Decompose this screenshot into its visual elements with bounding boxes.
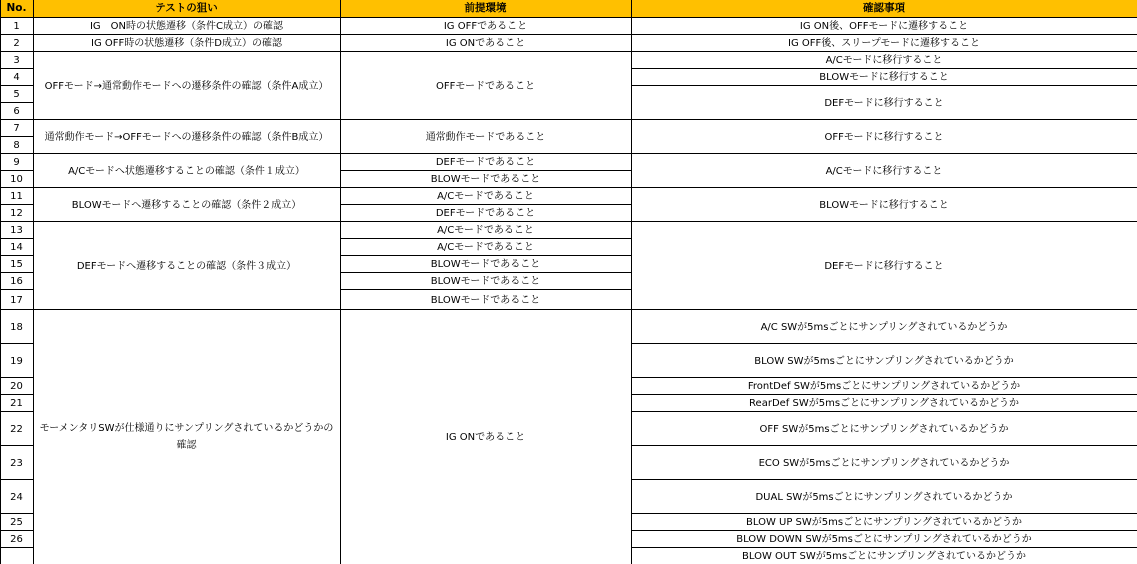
purpose-cell[interactable]: BLOWモードへ遷移することの確認（条件２成立） (71, 199, 302, 211)
check-cell[interactable]: BLOW DOWN SWが5msごとにサンプリングされているかどうか (736, 534, 1032, 545)
grid-line (0, 547, 33, 548)
row-number[interactable]: 3 (13, 55, 20, 66)
row-number[interactable]: 15 (10, 259, 23, 270)
grid-line (0, 255, 33, 256)
precondition-cell[interactable]: 通常動作モードであること (425, 131, 546, 143)
row-number[interactable]: 9 (13, 157, 20, 168)
purpose-cell[interactable]: IG ON時の状態遷移（条件C成立）の確認 (89, 21, 284, 32)
check-cell[interactable]: BLOW OUT SWが5msごとにサンプリングされているかどうか (742, 550, 1026, 562)
grid-line (0, 153, 1137, 154)
header-test-purpose[interactable]: テストの狙い (33, 0, 340, 18)
grid-line (340, 0, 341, 564)
grid-line (340, 255, 631, 256)
check-cell[interactable]: BLOWモードに移行すること (819, 72, 949, 83)
row-number[interactable]: 18 (10, 321, 23, 333)
grid-line (340, 204, 631, 205)
grid-line (340, 289, 631, 290)
row-number[interactable]: 22 (10, 423, 23, 435)
grid-line (631, 377, 1137, 378)
grid-line (0, 289, 33, 290)
purpose-cell[interactable]: OFFモード→通常動作モードへの遷移条件の確認（条件A成立） (44, 80, 329, 92)
check-cell[interactable]: OFFモードに移行すること (824, 131, 944, 143)
grid-line (0, 204, 33, 205)
row-number[interactable]: 6 (13, 106, 20, 117)
row-number[interactable]: 12 (10, 208, 23, 219)
check-cell[interactable]: FrontDef SWが5msごとにサンプリングされているかどうか (747, 381, 1021, 392)
row-number[interactable]: 19 (10, 355, 23, 367)
check-cell[interactable]: IG OFF後、スリープモードに遷移すること (788, 38, 980, 49)
row-number[interactable]: 26 (10, 534, 23, 545)
row-number[interactable]: 8 (13, 140, 20, 151)
check-cell[interactable]: ECO SWが5msごとにサンプリングされているかどうか (758, 457, 1010, 469)
grid-line (0, 513, 33, 514)
check-cell[interactable]: RearDef SWが5msごとにサンプリングされているかどうか (749, 398, 1019, 409)
row-number[interactable]: 2 (13, 38, 20, 49)
precondition-cell[interactable]: IG ONであること (445, 431, 526, 443)
grid-line (631, 530, 1137, 531)
precondition-cell[interactable]: BLOWモードであること (430, 174, 541, 185)
grid-line (0, 394, 33, 395)
grid-line (0, 221, 1137, 222)
grid-line (0, 34, 1137, 35)
row-number[interactable]: 14 (10, 242, 23, 253)
row-number[interactable]: 13 (10, 225, 23, 236)
grid-line (0, 136, 33, 137)
precondition-cell[interactable]: BLOWモードであること (430, 294, 541, 306)
check-cell[interactable]: DUAL SWが5msごとにサンプリングされているかどうか (755, 491, 1013, 503)
precondition-cell[interactable]: IG OFFであること (443, 21, 528, 32)
check-cell[interactable]: IG ON後、OFFモードに遷移すること (799, 21, 969, 32)
grid-line (33, 0, 34, 564)
row-number[interactable]: 7 (13, 123, 20, 134)
precondition-cell[interactable]: DEFモードであること (435, 157, 536, 168)
grid-line (0, 272, 33, 273)
grid-line (631, 85, 1137, 86)
grid-line (0, 85, 33, 86)
header-precondition[interactable]: 前提環境 (340, 0, 631, 18)
grid-line (631, 445, 1137, 446)
purpose-cell[interactable]: モーメンタリSWが仕様通りにサンプリングされているかどうかの確認 (39, 423, 334, 451)
precondition-cell[interactable]: IG ONであること (445, 38, 526, 49)
precondition-cell[interactable]: OFFモードであること (436, 80, 535, 92)
purpose-cell[interactable]: IG OFF時の状態遷移（条件D成立）の確認 (91, 38, 282, 49)
grid-line (631, 68, 1137, 69)
header-no[interactable]: No. (0, 0, 33, 18)
purpose-cell[interactable]: DEFモードへ遷移することの確認（条件３成立） (76, 260, 297, 272)
row-number[interactable] (0, 548, 33, 564)
row-number[interactable]: 4 (13, 72, 20, 83)
check-cell[interactable]: BLOWモードに移行すること (819, 199, 949, 211)
grid-line (0, 530, 33, 531)
grid-line (631, 513, 1137, 514)
grid-line (0, 377, 33, 378)
grid-line (631, 547, 1137, 548)
check-cell[interactable]: BLOW UP SWが5msごとにサンプリングされているかどうか (746, 517, 1022, 528)
purpose-cell[interactable]: 通常動作モード→OFFモードへの遷移条件の確認（条件B成立） (44, 131, 329, 143)
grid-line (0, 309, 1137, 310)
grid-line (0, 119, 1137, 120)
grid-line (0, 187, 1137, 188)
grid-line (0, 51, 1137, 52)
row-number[interactable]: 20 (10, 381, 23, 392)
row-number[interactable]: 25 (10, 517, 23, 528)
grid-line (0, 68, 33, 69)
purpose-cell[interactable]: A/Cモードへ状態遷移することの確認（条件１成立） (68, 165, 305, 177)
precondition-cell[interactable]: A/Cモードであること (437, 191, 534, 202)
grid-line (340, 272, 631, 273)
grid-line (0, 343, 33, 344)
grid-line (340, 238, 631, 239)
row-number[interactable]: 10 (10, 174, 23, 185)
grid-line (631, 479, 1137, 480)
check-cell[interactable]: DEFモードに移行すること (824, 97, 944, 109)
check-cell[interactable]: A/Cモードに移行すること (825, 165, 943, 177)
row-number[interactable]: 21 (10, 398, 23, 409)
row-number[interactable]: 23 (10, 457, 23, 469)
row-number[interactable]: 24 (10, 491, 23, 503)
grid-line (0, 238, 33, 239)
grid-line (0, 102, 33, 103)
grid-line (631, 394, 1137, 395)
header-check-item[interactable]: 確認事項 (631, 0, 1137, 18)
precondition-cell[interactable]: BLOWモードであること (430, 276, 541, 287)
grid-line (0, 445, 33, 446)
precondition-cell[interactable]: BLOWモードであること (430, 259, 541, 270)
grid-line (340, 170, 631, 171)
row-number[interactable]: 17 (10, 294, 23, 306)
row-number[interactable]: 16 (10, 276, 23, 287)
grid-line (0, 479, 33, 480)
grid-line (0, 411, 33, 412)
precondition-cell[interactable]: A/Cモードであること (437, 242, 534, 253)
check-cell[interactable]: DEFモードに移行すること (824, 260, 944, 272)
grid-line (0, 17, 1137, 18)
row-number[interactable]: 1 (13, 21, 20, 32)
precondition-cell[interactable]: A/Cモードであること (437, 225, 534, 236)
grid-line (0, 170, 33, 171)
check-cell[interactable]: A/Cモードに移行すること (825, 55, 943, 66)
check-cell[interactable]: BLOW SWが5msごとにサンプリングされているかどうか (754, 355, 1014, 367)
row-number[interactable]: 5 (13, 89, 20, 100)
check-cell[interactable]: OFF SWが5msごとにサンプリングされているかどうか (759, 423, 1009, 435)
row-number[interactable]: 11 (10, 191, 23, 202)
precondition-cell[interactable]: DEFモードであること (435, 208, 536, 219)
grid-line (631, 343, 1137, 344)
check-cell[interactable]: A/C SWが5msごとにサンプリングされているかどうか (760, 321, 1008, 333)
grid-line (631, 411, 1137, 412)
